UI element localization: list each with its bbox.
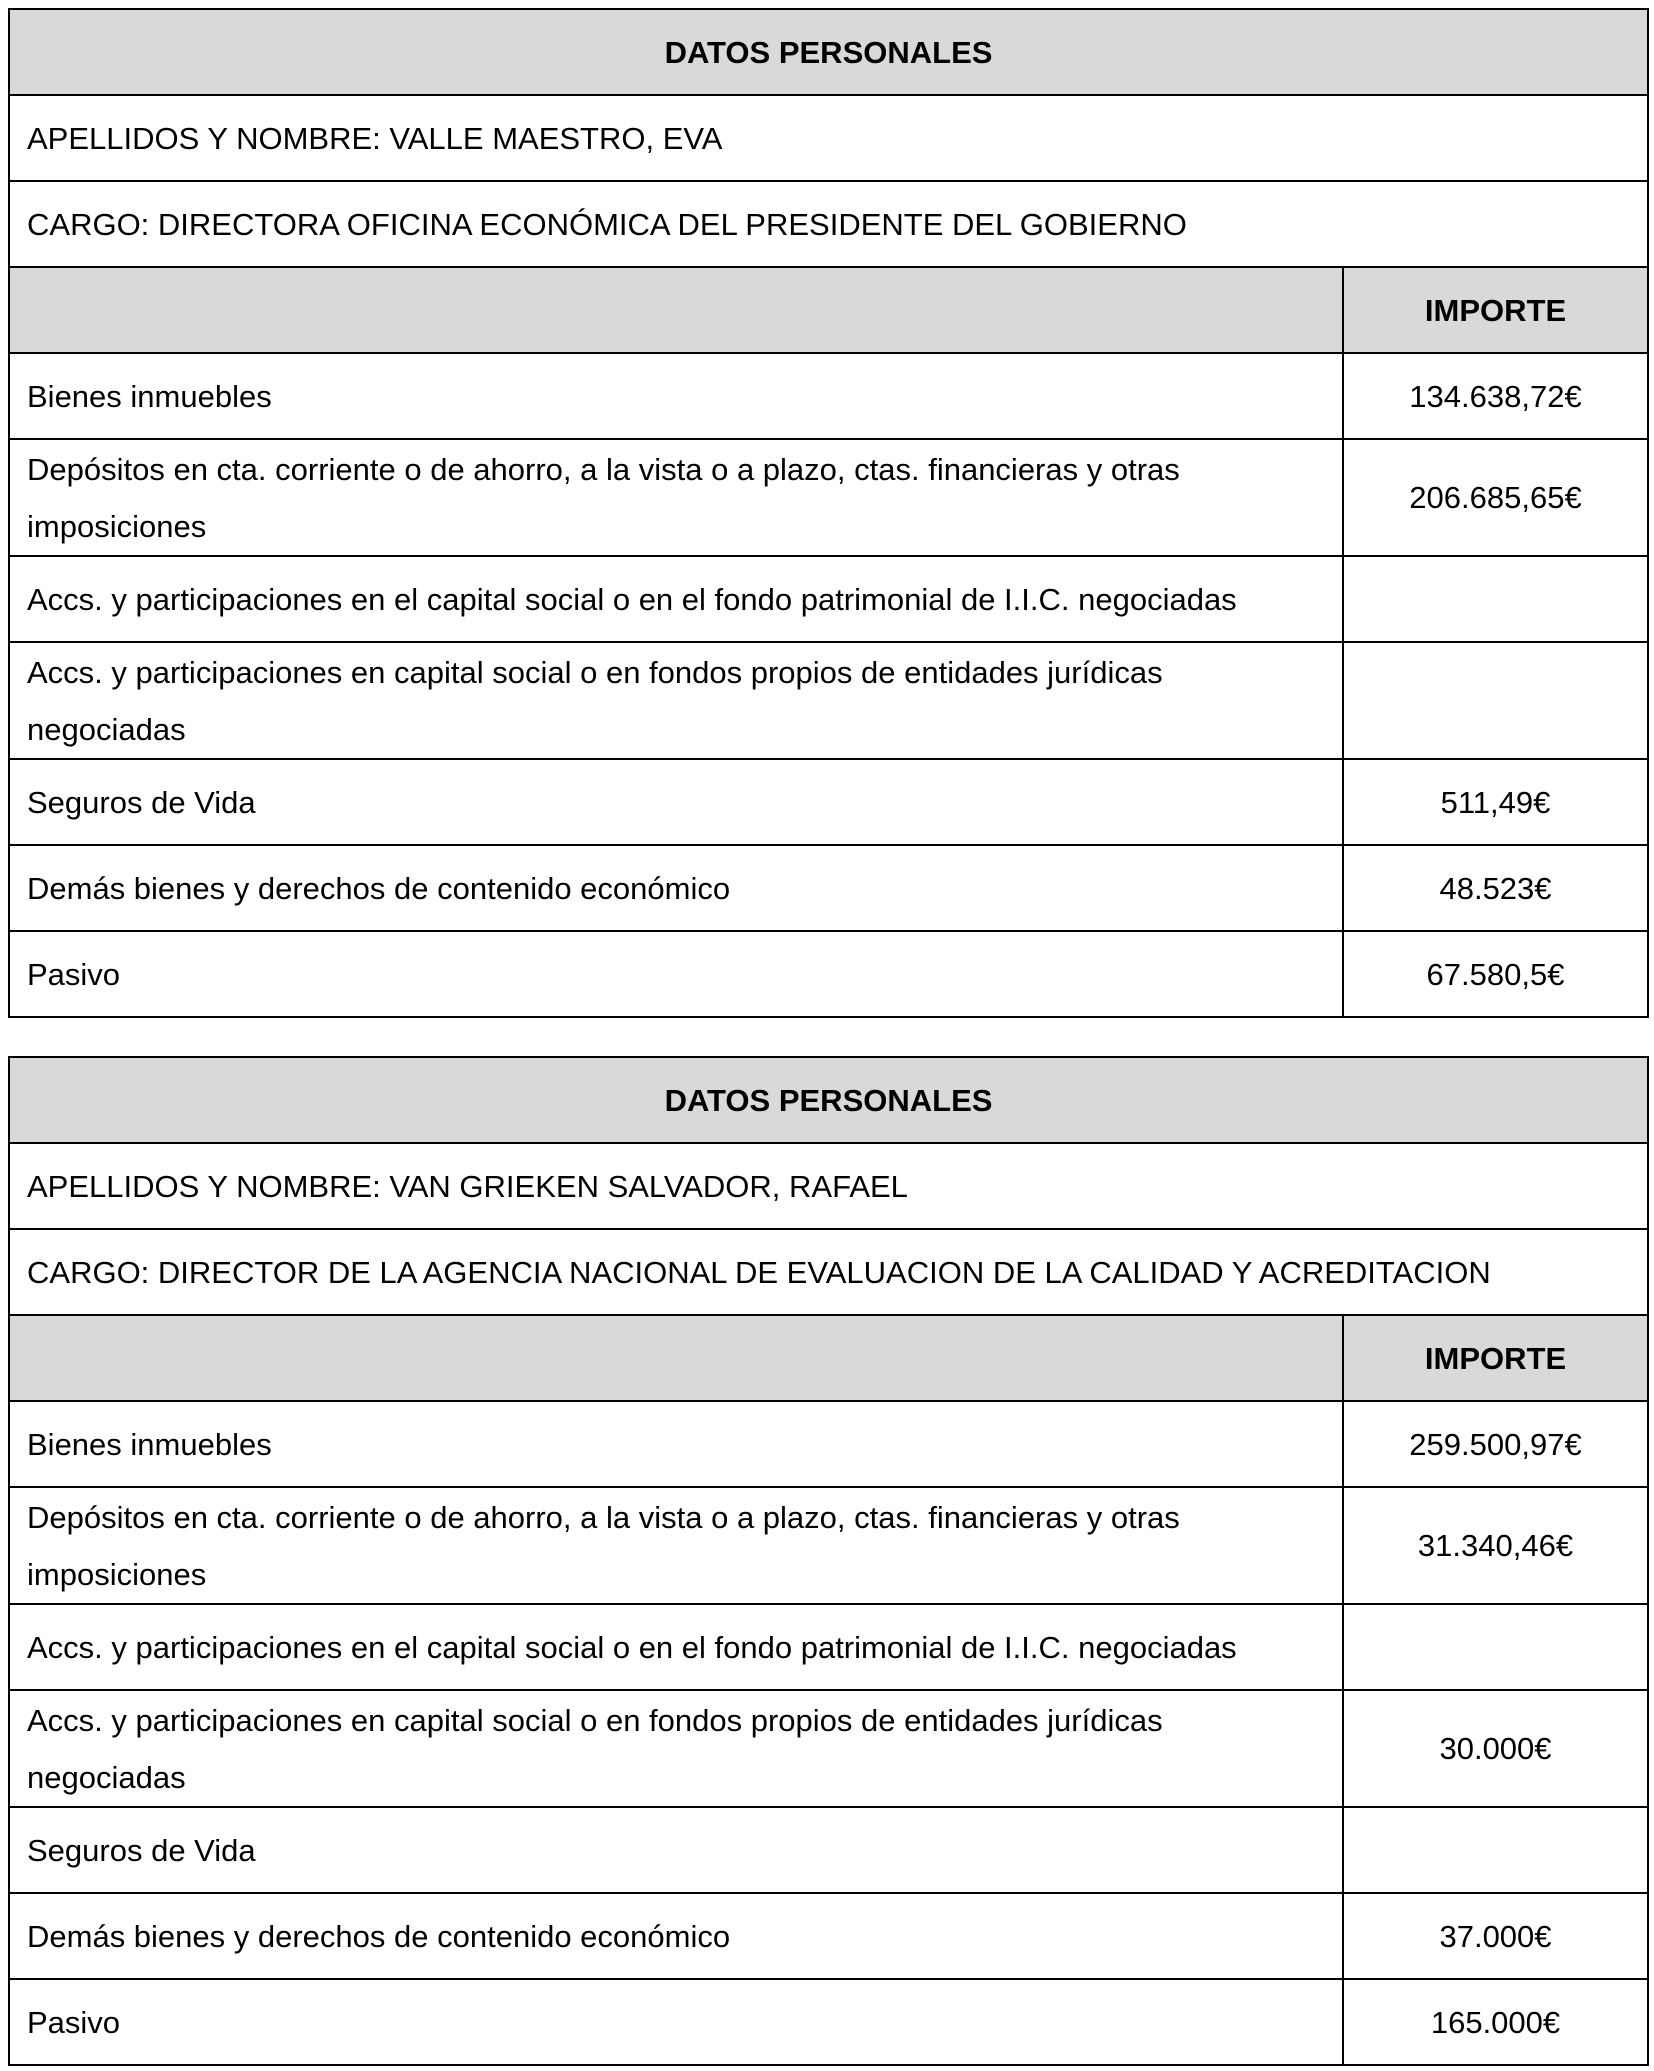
- blank-header-cell: [9, 267, 1343, 353]
- name-row: [9, 1143, 1648, 1229]
- item-amount: [1343, 1604, 1648, 1690]
- item-amount: [1343, 1807, 1648, 1893]
- item-label: Bienes inmuebles: [9, 353, 1343, 439]
- item-amount: 165.000€: [1343, 1979, 1648, 2065]
- item-amount: 511,49€: [1343, 759, 1648, 845]
- table-row: [9, 1401, 1648, 1487]
- item-amount: 31.340,46€: [1343, 1487, 1648, 1604]
- table-row: [9, 1690, 1648, 1807]
- item-amount: 67.580,5€: [1343, 931, 1648, 1017]
- position-line: CARGO: DIRECTOR DE LA AGENCIA NACIONAL DE EVALUACION DE LA CALIDAD Y ACREDITACION: [9, 1229, 1648, 1315]
- table-row: [9, 439, 1648, 556]
- name-line: APELLIDOS Y NOMBRE: VAN GRIEKEN SALVADOR, RAFAEL: [9, 1143, 1648, 1229]
- position-line: CARGO: DIRECTORA OFICINA ECONÓMICA DEL PRESIDENTE DEL GOBIERNO: [9, 181, 1648, 267]
- table-row: [9, 1979, 1648, 2065]
- table-row: [9, 1487, 1648, 1604]
- item-label: Demás bienes y derechos de contenido económico: [9, 1893, 1343, 1979]
- table-row: [9, 931, 1648, 1017]
- table-row: [9, 759, 1648, 845]
- table-row: [9, 1893, 1648, 1979]
- section-title: DATOS PERSONALES: [9, 1057, 1648, 1143]
- item-label: Seguros de Vida: [9, 1807, 1343, 1893]
- item-label: Accs. y participaciones en el capital social o en el fondo patrimonial de I.I.C. negociadas: [9, 556, 1343, 642]
- asset-declaration-table: [8, 1056, 1649, 2066]
- blank-header-cell: [9, 1315, 1343, 1401]
- item-label: Depósitos en cta. corriente o de ahorro, a la vista o a plazo, ctas. financieras y otras imposiciones: [9, 1487, 1343, 1604]
- table-row: [9, 1807, 1648, 1893]
- item-amount: 134.638,72€: [1343, 353, 1648, 439]
- table-row: [9, 642, 1648, 759]
- table-row: [9, 353, 1648, 439]
- name-line: APELLIDOS Y NOMBRE: VALLE MAESTRO, EVA: [9, 95, 1648, 181]
- item-label: Pasivo: [9, 1979, 1343, 2065]
- table-title-row: [9, 1057, 1648, 1143]
- asset-declaration-table: [8, 8, 1649, 1018]
- column-header-row: [9, 267, 1648, 353]
- item-label: Accs. y participaciones en capital social o en fondos propios de entidades jurídicas negociadas: [9, 642, 1343, 759]
- item-label: Bienes inmuebles: [9, 1401, 1343, 1487]
- item-amount: 37.000€: [1343, 1893, 1648, 1979]
- item-amount: [1343, 642, 1648, 759]
- table-row: [9, 845, 1648, 931]
- item-label: Depósitos en cta. corriente o de ahorro, a la vista o a plazo, ctas. financieras y otras imposiciones: [9, 439, 1343, 556]
- amount-column-header: IMPORTE: [1343, 1315, 1648, 1401]
- item-amount: 48.523€: [1343, 845, 1648, 931]
- item-label: Seguros de Vida: [9, 759, 1343, 845]
- amount-column-header: IMPORTE: [1343, 267, 1648, 353]
- item-amount: 30.000€: [1343, 1690, 1648, 1807]
- table-title-row: [9, 9, 1648, 95]
- position-row: [9, 1229, 1648, 1315]
- table-row: [9, 1604, 1648, 1690]
- table-row: [9, 556, 1648, 642]
- item-amount: 259.500,97€: [1343, 1401, 1648, 1487]
- item-amount: [1343, 556, 1648, 642]
- position-row: [9, 181, 1648, 267]
- section-title: DATOS PERSONALES: [9, 9, 1648, 95]
- column-header-row: [9, 1315, 1648, 1401]
- item-label: Accs. y participaciones en el capital social o en el fondo patrimonial de I.I.C. negociadas: [9, 1604, 1343, 1690]
- item-label: Accs. y participaciones en capital social o en fondos propios de entidades jurídicas negociadas: [9, 1690, 1343, 1807]
- item-label: Demás bienes y derechos de contenido económico: [9, 845, 1343, 931]
- name-row: [9, 95, 1648, 181]
- item-label: Pasivo: [9, 931, 1343, 1017]
- item-amount: 206.685,65€: [1343, 439, 1648, 556]
